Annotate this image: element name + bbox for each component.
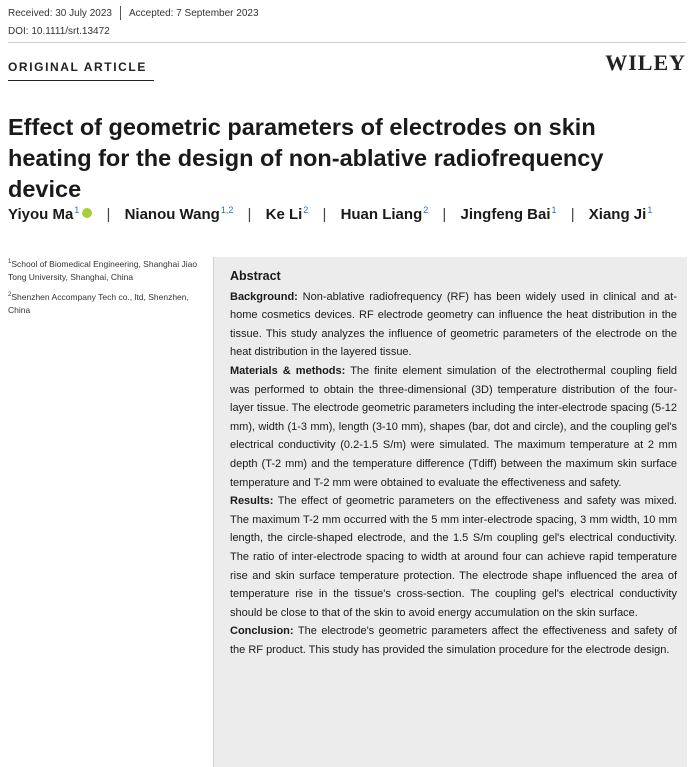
author-name[interactable]: Xiang Ji$^1$ [588,205,653,223]
author-name[interactable]: Nianou Wang$^{1,2}$ [124,205,234,223]
author-name[interactable]: Ke Li$^2$ [265,205,309,223]
author-name[interactable]: Yiyou Ma$^1$ [8,205,80,223]
dates-row [8,6,259,20]
accepted-date: Accepted: 7 September 2023 [128,7,259,19]
author-separator: | [322,206,327,223]
abstract-results: Results: The effect of geometric parameters on the effectiveness and safety was mixed. The maximum T-2 mm occurred with the 5 mm inter-electrode spacing, 3 mm width, 10 mm length, the circle-shaped electrode, and the 1.5 S/m coupling gel's electrical conductivity. The ratio of inter-electrode spacing to width at around four can achieve rapid temperature rise and skin surface temperature protection. The electrode shape influenced the area of temperature rise in the tissue's cross-section. The coupling gel's electrical conductivity should be close to that of the skin to avoid energy accumulation on the skin surface. [230,495,677,619]
header-rule [8,42,686,43]
abstract-conclusion: Conclusion: The electrode's geometric parameters affect the effectiveness and safety of the RF product. This study has provided the simulation procedure for the electrode design. [230,625,677,656]
affiliation: $^1$School of Biomedical Engineering, Shanghai Jiao Tong University, Shanghai, China [8,259,198,282]
author-name[interactable]: Huan Liang$^2$ [340,205,429,223]
paper-title: Effect of geometric parameters of electrodes on skin heating for the design of non-ablative radiofrequency device [8,114,604,202]
author-name[interactable]: Jingfeng Bai$^1$ [460,205,557,223]
abstract-heading: Abstract [230,269,281,283]
author-separator: | [442,206,447,223]
article-type: ORIGINAL ARTICLE [8,60,147,74]
affiliation: $^2$Shenzhen Accompany Tech co., ltd, Shenzhen, China [8,292,189,315]
received-date: Received: 30 July 2023 [8,7,112,19]
author-separator: | [106,206,111,223]
meta-divider [120,6,121,20]
abstract-methods: Materials & methods: The finite element simulation of the electrothermal coupling field was performed to obtain the three-dimensional (3D) temperature distribution of the four-layer tissue. The electrode geometric parameters including the inter-electrode spacing (5-12 mm), width (1-3 mm), length (3-10 mm), shapes (bar, dot and circle), and the coupling gel's electrical conductivity (0.2-1.5 S/m) were simulated. The maximum temperature at 2 mm depth (T-2 mm) and the temperature difference (Tdiff) between the maximum skin surface temperature and T-2 mm were obtained to evaluate the effectiveness and safety. [230,364,678,489]
author-separator: | [247,206,252,223]
abstract-background: Background: Non-ablative radiofrequency (RF) has been widely used in clinical and at-home cosmetics devices. RF electrode geometry can influence the heat distribution in the tissue. This study analyzes the influence of geometric parameters of the electrode on the heat distribution in the layered tissue. [230,290,677,359]
affiliations [8,256,204,322]
orcid-icon[interactable] [82,208,92,218]
doi-link[interactable]: DOI: 10.1111/srt.13472 [8,26,110,37]
author-list [8,205,688,223]
article-type-underline [8,80,154,81]
author-separator: | [570,206,575,223]
abstract-box [213,257,687,767]
publisher-logo: WILEY [605,50,686,75]
